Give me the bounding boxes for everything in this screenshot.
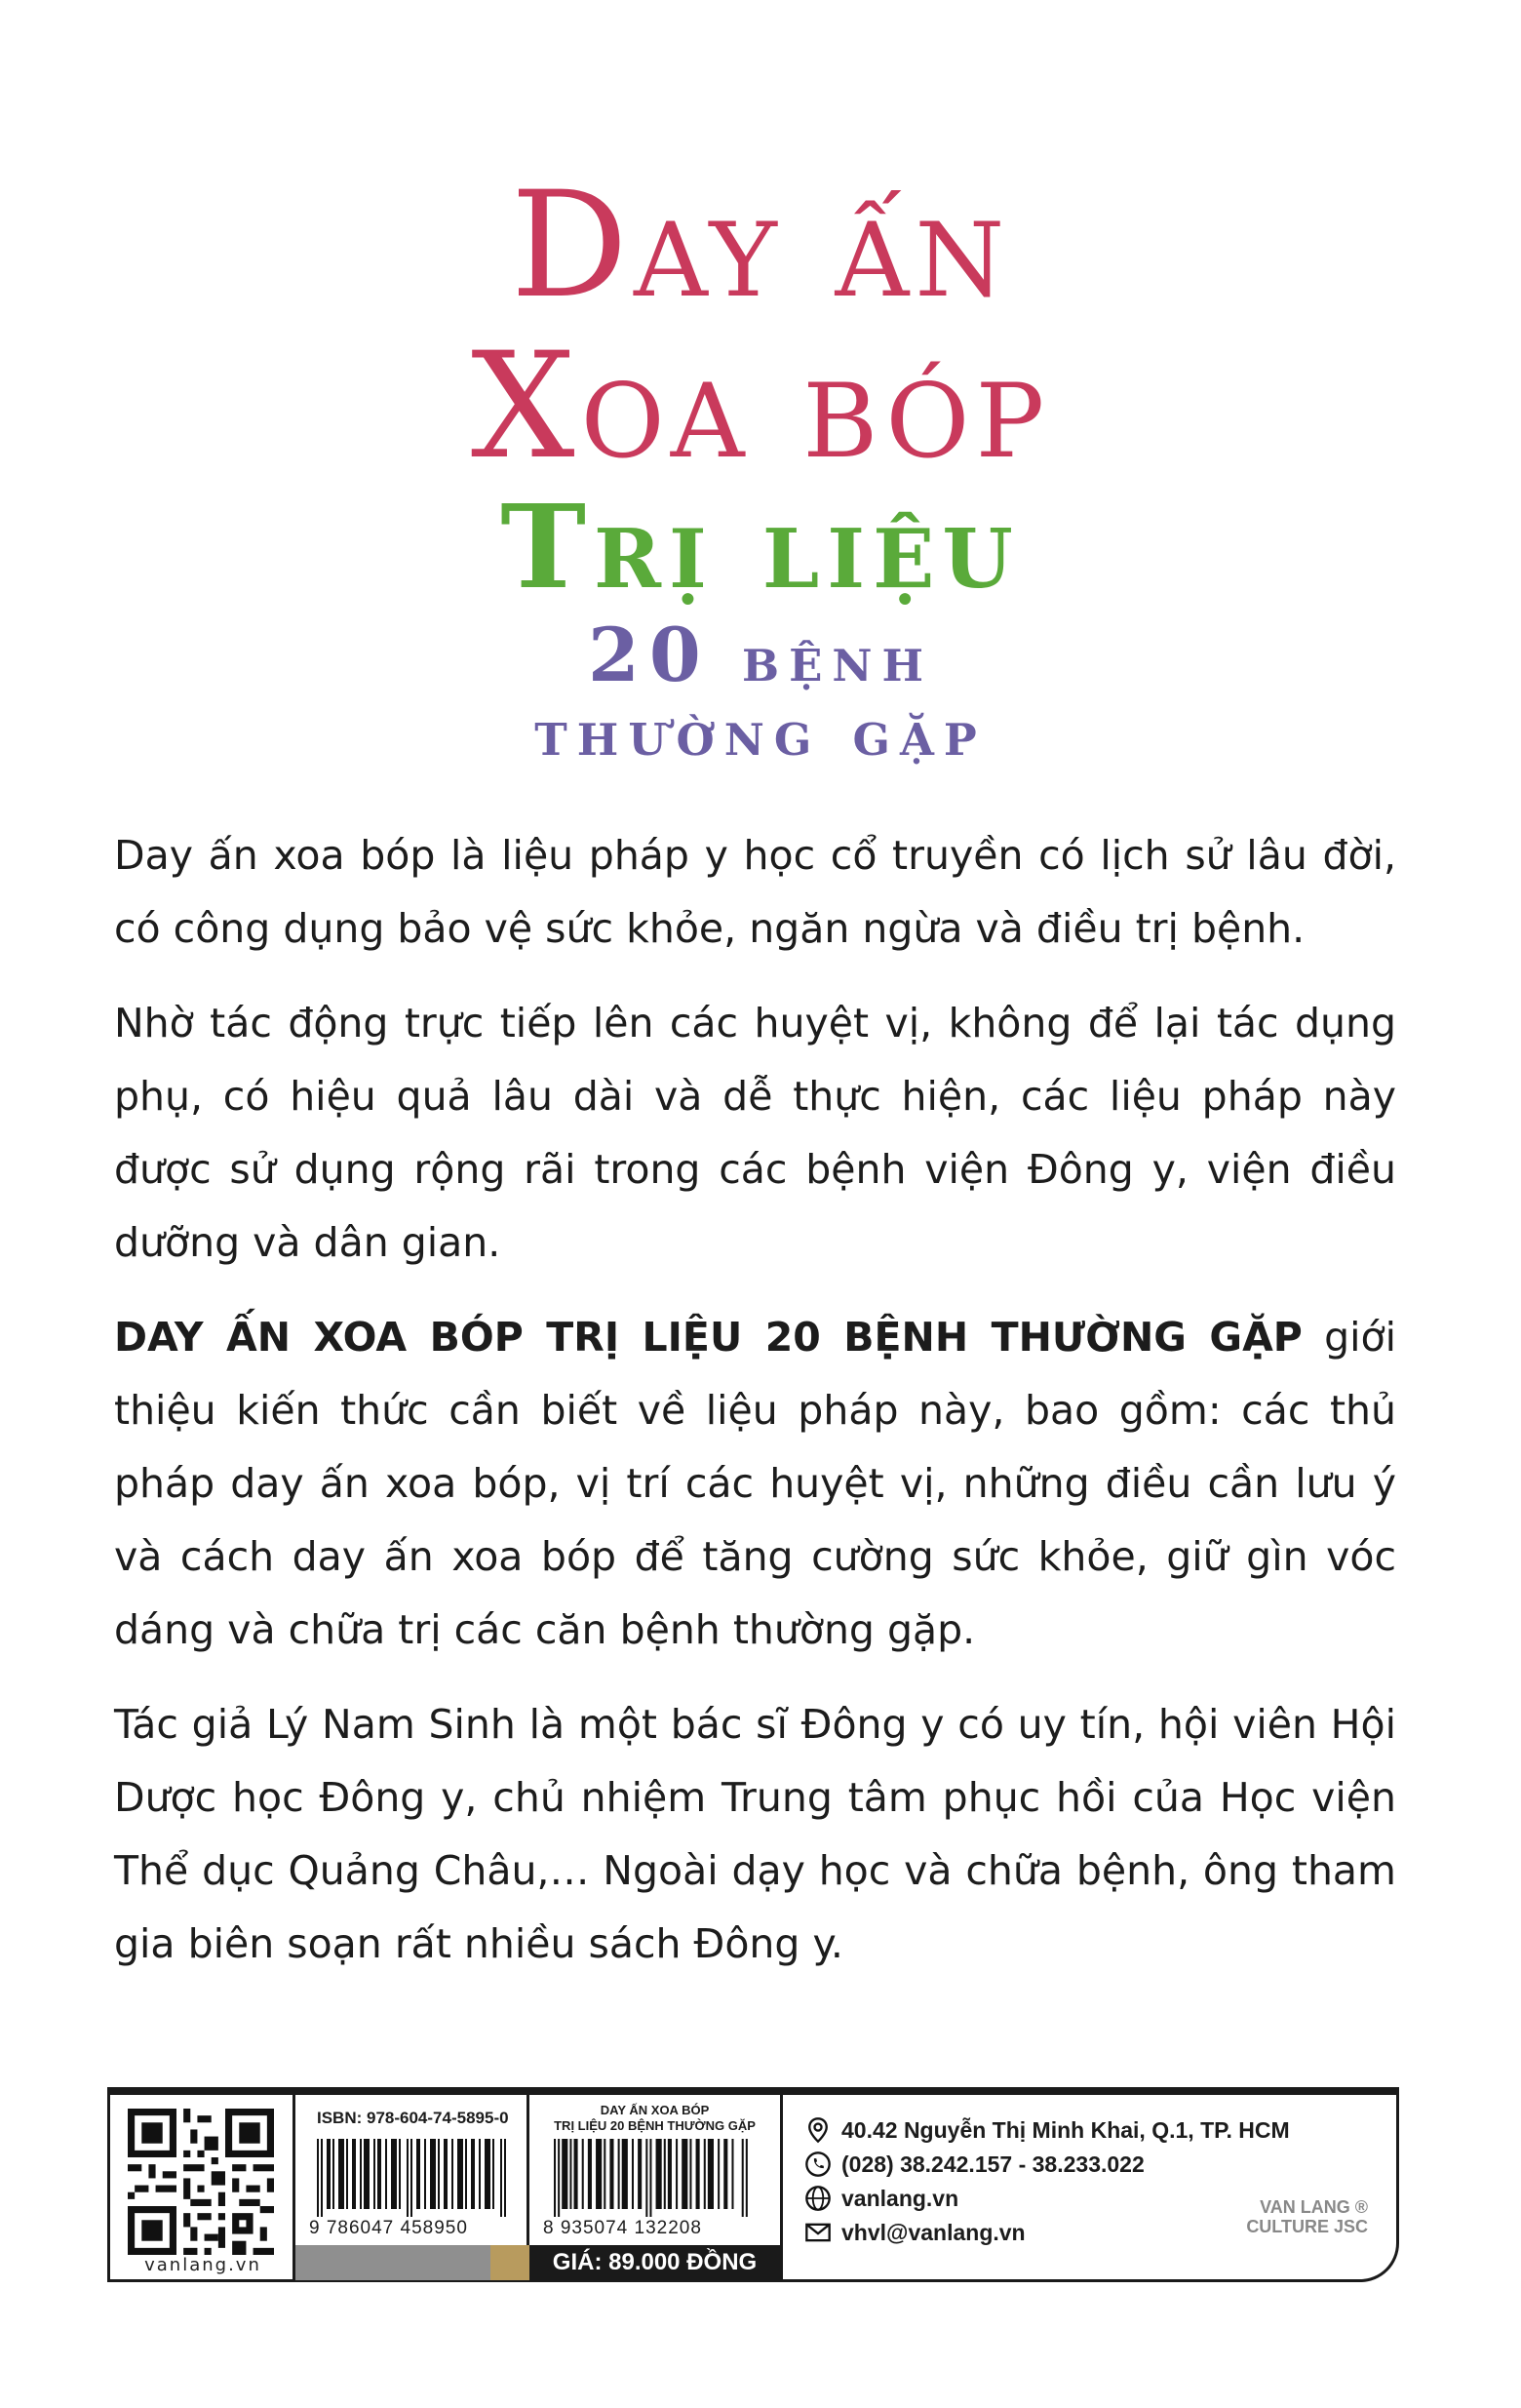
contact-address <box>804 2114 1290 2146</box>
contact-email <box>804 2217 1026 2248</box>
paragraph-3 <box>114 1301 1396 1667</box>
paragraph-3-bold: DAY ẤN XOA BÓP TRỊ LIỆU 20 BỆNH THƯỜNG GẶP <box>114 1314 1303 1361</box>
qr-code[interactable] <box>128 2109 274 2255</box>
barcode-title-line-1: DAY ẤN XOA BÓP <box>600 2103 710 2117</box>
qr-section <box>110 2095 295 2280</box>
price-label: GIÁ: 89.000 ĐỒNG <box>529 2245 780 2280</box>
brand-line-1: VAN LANG ® <box>1260 2197 1368 2217</box>
ean-barcode <box>554 2139 754 2217</box>
description <box>114 819 1396 2002</box>
isbn-barcode <box>317 2139 512 2217</box>
price-section <box>529 2095 783 2280</box>
isbn-digits: 9 786047 458950 <box>309 2218 468 2238</box>
brand-line-2: CULTURE JSC <box>1246 2217 1368 2236</box>
title-line-4 <box>0 612 1521 698</box>
contact-phone <box>804 2149 1145 2180</box>
barcode-book-title <box>529 2103 780 2134</box>
phone-icon <box>804 2151 832 2178</box>
title-line-5: thường gặp <box>534 697 987 770</box>
website-link[interactable]: vanlang.vn <box>841 2185 959 2211</box>
address-text: 40.42 Nguyễn Thị Minh Khai, Q.1, TP. HCM <box>841 2116 1290 2143</box>
contact-section <box>783 2095 1397 2280</box>
location-pin-icon <box>804 2116 832 2144</box>
email-link[interactable]: vhvl@vanlang.vn <box>841 2219 1026 2245</box>
paragraph-1: Day ấn xoa bóp là liệu pháp y học cổ truyền có lịch sử lâu đời, có công dụng bảo vệ sức khỏe, ngăn ngừa và điều trị bệnh. <box>114 832 1396 952</box>
globe-icon <box>804 2185 832 2212</box>
paragraph-2: Nhờ tác động trực tiếp lên các huyệt vị, không để lại tác dụng phụ, có hiệu quả lâu dài và dễ thực hiện, các liệu pháp này được sử dụng rộng rãi trong các bệnh viện Đông y, viện điều dưỡng và dân gian. <box>114 1000 1396 1266</box>
isbn-label: ISBN: 978-604-74-5895-0 <box>317 2109 509 2127</box>
title-line-2: Xoa bóp <box>470 322 1051 492</box>
contact-website <box>804 2183 958 2214</box>
title-line-4-text: bệnh <box>742 623 934 696</box>
ean-digits: 8 935074 132208 <box>543 2218 702 2238</box>
phone-text: (028) 38.242.157 - 38.233.022 <box>841 2151 1145 2177</box>
paragraph-3-rest: giới thiệu kiến thức cần biết về liệu pháp này, bao gồm: các thủ pháp day ấn xoa bóp, vị trí các huyệt vị, những điều cần lưu ý và cách day ấn xoa bóp để tăng cường sức khỏe, giữ gìn vóc dáng và chữa trị các căn bệnh thường gặp. <box>114 1314 1396 1653</box>
title-block <box>0 161 1521 771</box>
title-line-3: Trị liệu <box>500 479 1021 614</box>
paragraph-4: Tác giả Lý Nam Sinh là một bác sĩ Đông y có uy tín, hội viên Hội Dược học Đông y, chủ nhiệm Trung tâm phục hồi của Học viện Thể dục Quảng Châu,… Ngoài dạy học và chữa bệnh, ông tham gia biên soạn rất nhiều sách Đông y. <box>114 1701 1396 1967</box>
mail-icon <box>804 2219 832 2246</box>
title-line-1: Day ấn <box>510 161 1011 331</box>
footer-panel <box>107 2087 1399 2282</box>
barcode-title-line-2: TRỊ LIỆU 20 BỆNH THƯỜNG GẶP <box>554 2118 756 2133</box>
title-number: 20 <box>587 612 711 698</box>
publisher-logo <box>1246 2197 1368 2236</box>
qr-caption: vanlang.vn <box>144 2255 261 2275</box>
